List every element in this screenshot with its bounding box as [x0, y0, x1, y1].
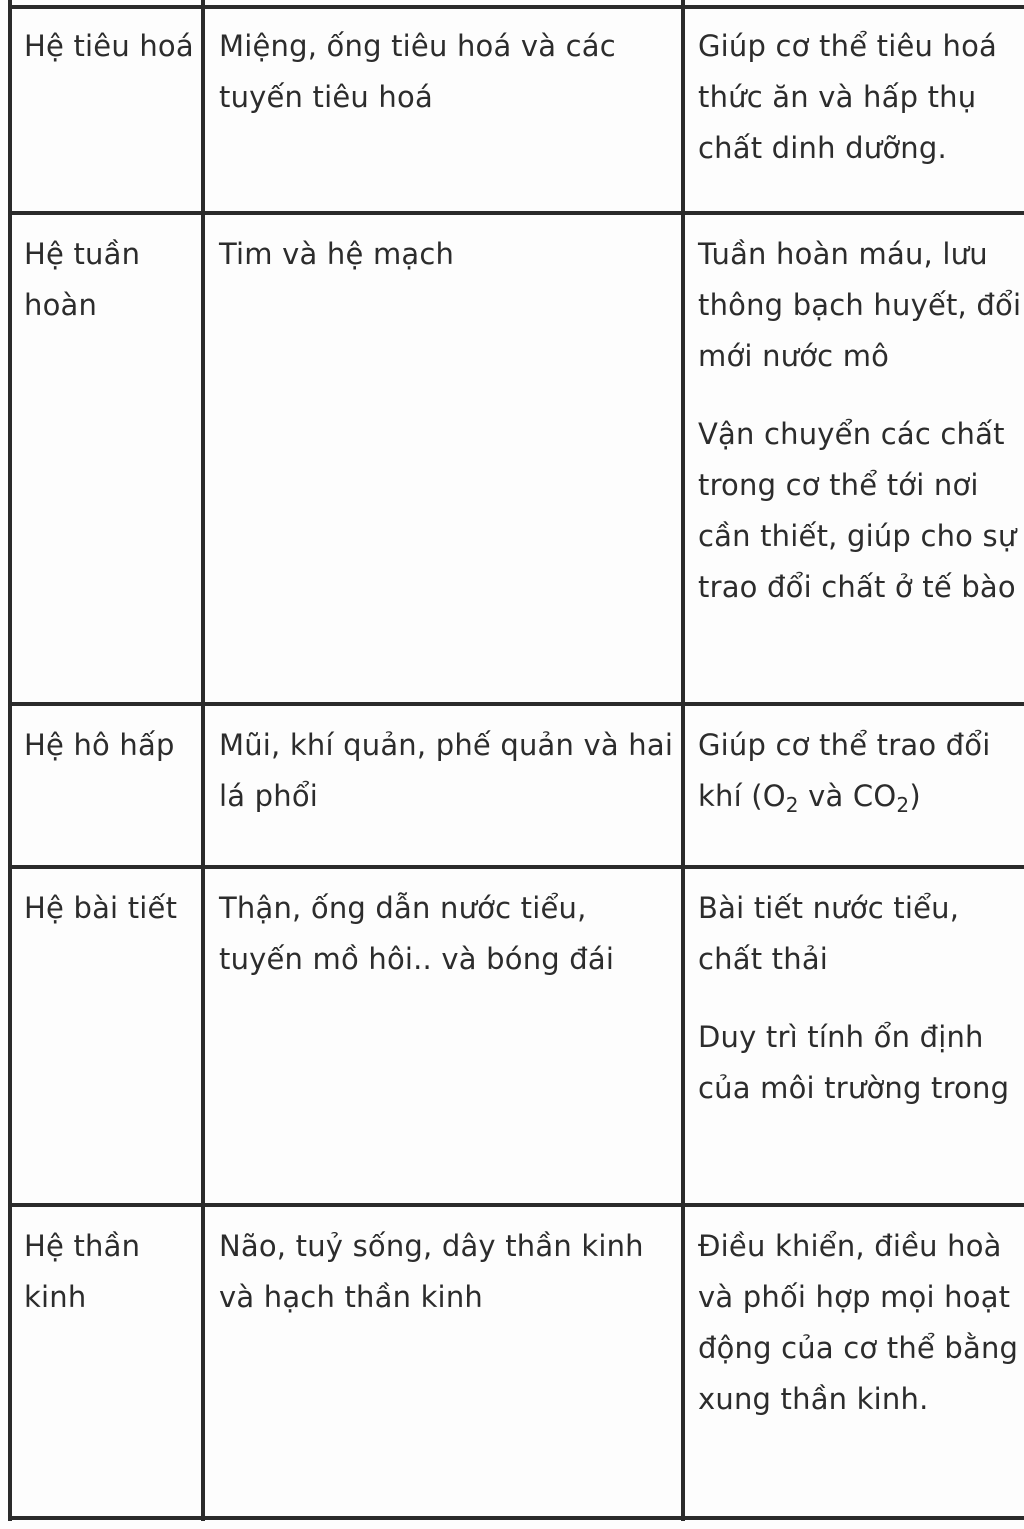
table-cell-system: Hệ tuần hoàn	[24, 237, 141, 322]
column-divider-1	[201, 0, 205, 1521]
table-cell-organs: Miệng, ống tiêu hoá và các tuyến tiêu hoá	[219, 29, 616, 114]
table-cell-organs: Mũi, khí quản, phế quản và hai lá phổi	[219, 728, 674, 813]
row-divider-2	[8, 702, 1024, 706]
row-divider-bottom	[8, 1516, 1024, 1520]
table-cell-system: Hệ bài tiết	[24, 891, 178, 925]
row-divider-4	[8, 1203, 1024, 1207]
table-cell-system: Hệ thần kinh	[24, 1229, 141, 1314]
table-cell-organs: Tim và hệ mạch	[219, 237, 455, 271]
row-divider-1	[8, 211, 1024, 215]
row-divider-3	[8, 865, 1024, 869]
column-divider-2	[681, 0, 685, 1521]
table-cell-function: Giúp cơ thể tiêu hoá thức ăn và hấp thụ chất dinh dưỡng.	[698, 29, 998, 165]
row-divider-top	[8, 5, 1024, 9]
table-cell-system: Hệ tiêu hoá	[24, 29, 194, 63]
table-cell-organs: Não, tuỷ sống, dây thần kinh và hạch thần kinh	[219, 1229, 644, 1314]
table-cell-function: Bài tiết nước tiểu, chất thải Duy trì tính ổn định của môi trường trong	[698, 891, 1010, 1105]
table-cell-function: Tuần hoàn máu, lưu thông bạch huyết, đổi mới nước mô Vận chuyển các chất trong cơ thể tới nơi cần thiết, giúp cho sự trao đổi chất ở tế bào	[698, 237, 1022, 604]
table-cell-system: Hệ hô hấp	[24, 728, 175, 762]
table-cell-function: Điều khiển, điều hoà và phối hợp mọi hoạt động của cơ thể bằng xung thần kinh.	[698, 1229, 1019, 1416]
table-cell-function: Giúp cơ thể trao đổi khí ($O_2$ và $CO_2$)	[698, 728, 991, 817]
table-border-left	[8, 0, 12, 1521]
table-cell-organs: Thận, ống dẫn nước tiểu, tuyến mồ hôi.. và bóng đái	[219, 891, 615, 976]
